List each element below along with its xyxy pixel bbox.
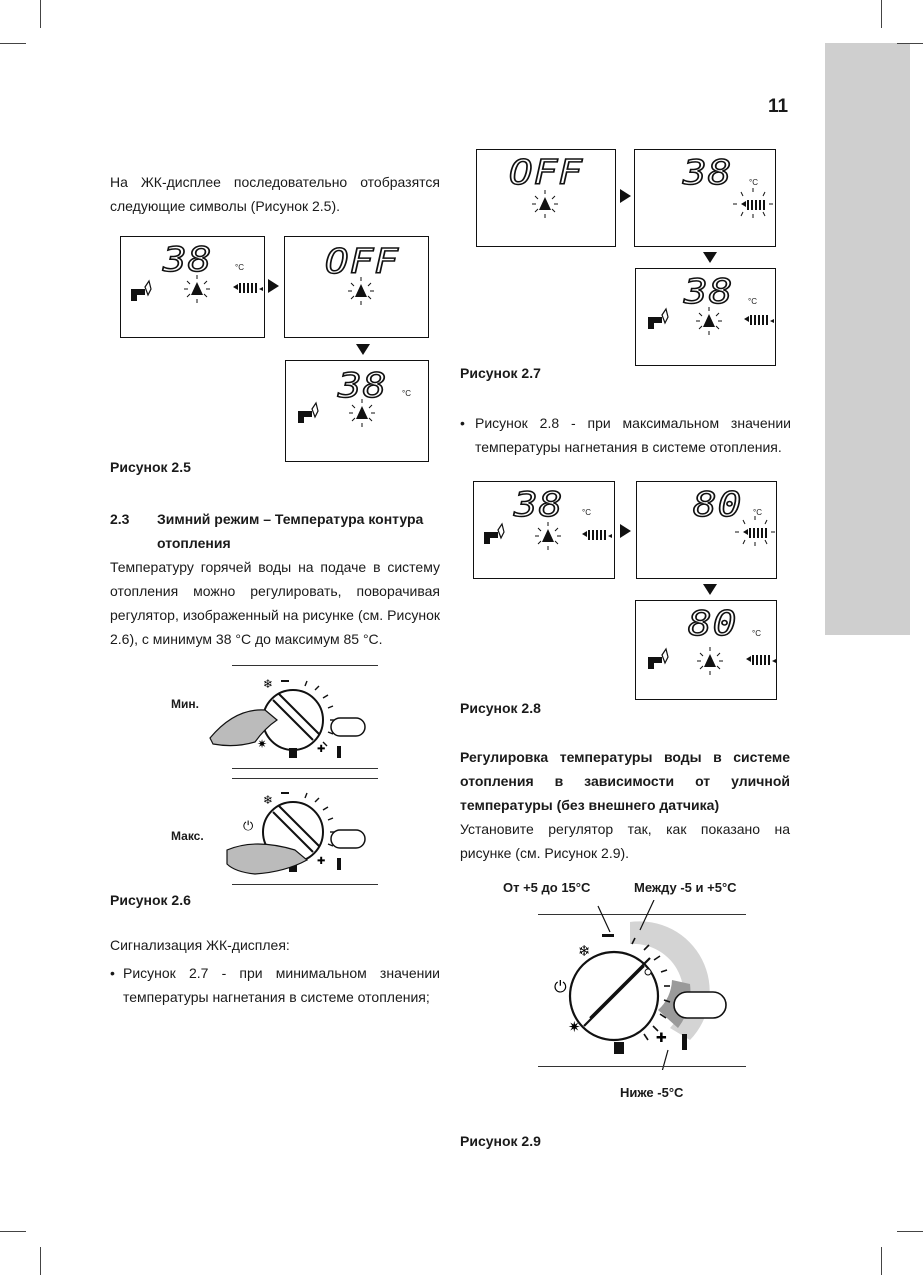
lcd-display bbox=[635, 600, 777, 700]
plus-icon: ✚ bbox=[656, 1031, 667, 1046]
rule bbox=[232, 665, 378, 666]
section-number: 2.3 bbox=[110, 511, 130, 527]
lcd-icons bbox=[636, 601, 778, 701]
plus-icon: ✚ bbox=[317, 744, 326, 755]
degree-symbol: °C bbox=[748, 297, 757, 306]
arrow-right bbox=[620, 524, 631, 538]
flame-warning-icon bbox=[697, 647, 723, 675]
regulation-title: Регулировка температуры воды в системе отопления в зависимости от уличной температуры (без внешнего датчика) bbox=[460, 749, 790, 813]
lcd-display bbox=[636, 481, 777, 579]
lcd-display bbox=[473, 481, 615, 579]
lcd-icons bbox=[121, 237, 266, 339]
lcd-display bbox=[284, 236, 429, 338]
crop-mark bbox=[881, 0, 882, 28]
rule bbox=[232, 778, 378, 779]
power-icon: ⏻ bbox=[243, 819, 254, 834]
crop-mark bbox=[897, 43, 923, 44]
figure-caption: Рисунок 2.6 bbox=[110, 892, 191, 908]
lcd-signal-heading: Сигнализация ЖК-дисплея: bbox=[110, 937, 290, 953]
pointer-line bbox=[658, 1050, 668, 1070]
rule bbox=[538, 1066, 746, 1067]
flame-warning-icon bbox=[696, 307, 722, 335]
switch-button bbox=[674, 992, 726, 1018]
lcd-digits: 80 bbox=[693, 485, 743, 525]
knob-max-illustration bbox=[205, 780, 380, 882]
degree-symbol: °C bbox=[752, 629, 761, 638]
label-below-minus5: Ниже -5°C bbox=[620, 1085, 684, 1100]
radiator-icon bbox=[233, 283, 263, 293]
lcd-digits: OFF bbox=[509, 153, 584, 193]
lcd-digits: 80 bbox=[688, 604, 738, 644]
lcd-digits: 38 bbox=[684, 272, 734, 312]
lcd-display bbox=[120, 236, 265, 338]
thermometer-icon bbox=[289, 748, 297, 758]
tap-small-icon bbox=[682, 1034, 687, 1050]
radiator-icon bbox=[582, 530, 612, 540]
lcd-icons bbox=[477, 150, 617, 248]
degree-symbol: °C bbox=[749, 178, 758, 187]
lcd-display bbox=[285, 360, 429, 462]
radiator-blinking-icon bbox=[735, 516, 775, 546]
crop-mark bbox=[0, 43, 26, 44]
section-title: Зимний режим – Температура контура bbox=[157, 511, 424, 527]
flame-warning-icon bbox=[349, 399, 375, 427]
thermometer-icon bbox=[614, 1042, 624, 1054]
flame-warning-icon bbox=[532, 190, 558, 218]
tap-icon bbox=[484, 524, 504, 544]
lcd-icons bbox=[285, 237, 430, 339]
arrow-down bbox=[703, 252, 717, 263]
lcd-digits: 38 bbox=[338, 366, 388, 406]
crop-mark bbox=[897, 1231, 923, 1232]
lcd-digits: 38 bbox=[683, 153, 733, 193]
figure-caption: Рисунок 2.8 bbox=[460, 700, 541, 716]
crop-mark bbox=[40, 1247, 41, 1275]
section-body: Температуру горячей воды на подаче в систему отопления можно регулировать, поворачивая регулятор, изображенный на рисунке (см. Рисунок 2.6), с минимум 38 °C до максимум 85 °C. bbox=[110, 559, 440, 647]
rule bbox=[232, 884, 378, 885]
degree-symbol: °C bbox=[402, 389, 411, 398]
plus-icon: ✚ bbox=[317, 856, 326, 867]
snowflake-icon: ❄ bbox=[578, 942, 591, 960]
label-minus5-to-plus5: Между -5 и +5°C bbox=[634, 880, 737, 895]
power-icon: ⏻ bbox=[554, 977, 567, 996]
lcd-digits: 38 bbox=[163, 240, 213, 280]
bullet-text: Рисунок 2.7 - при минимальном значении температуры нагнетания в системе отопления; bbox=[123, 965, 440, 1005]
tap-small-icon bbox=[337, 858, 341, 870]
degree-symbol: °C bbox=[582, 508, 591, 517]
lcd-digits: 38 bbox=[514, 485, 564, 525]
bullet-marker: • bbox=[110, 965, 115, 981]
page-number: 11 bbox=[768, 96, 789, 117]
lcd-icons bbox=[635, 150, 777, 248]
lcd-icons bbox=[286, 361, 430, 463]
radiator-blinking-icon bbox=[733, 188, 773, 218]
lcd-icons bbox=[474, 482, 616, 580]
snowflake-icon: ❄ bbox=[263, 677, 274, 691]
tap-small-icon bbox=[337, 746, 341, 758]
flame-warning-icon bbox=[535, 522, 561, 550]
figure-caption: Рисунок 2.7 bbox=[460, 365, 541, 381]
snowflake-icon: ❄ bbox=[263, 793, 274, 807]
label-5-to-15: От +5 до 15°C bbox=[503, 880, 591, 895]
switch-button bbox=[331, 718, 365, 736]
flame-warning-icon bbox=[348, 277, 374, 305]
sun-icon: ✷ bbox=[568, 1018, 581, 1036]
arrow-right bbox=[268, 279, 279, 293]
lcd-digits: OFF bbox=[325, 242, 400, 282]
tap-icon bbox=[648, 309, 668, 329]
max-label: Макс. bbox=[171, 829, 204, 843]
degree-symbol: °C bbox=[753, 508, 762, 517]
figure-caption: Рисунок 2.5 bbox=[110, 459, 191, 475]
knob-min-illustration bbox=[205, 668, 380, 770]
crop-mark bbox=[40, 0, 41, 28]
min-label: Мин. bbox=[171, 697, 199, 711]
tap-icon bbox=[298, 403, 318, 423]
arrow-down bbox=[356, 344, 370, 355]
knob-weather-illustration bbox=[540, 900, 750, 1070]
arrow-down bbox=[703, 584, 717, 595]
crop-mark bbox=[881, 1247, 882, 1275]
radiator-icon bbox=[744, 315, 774, 325]
arrow-right bbox=[620, 189, 631, 203]
figure-caption: Рисунок 2.9 bbox=[460, 1133, 541, 1149]
lcd-icons bbox=[636, 269, 777, 367]
sun-icon: ✷ bbox=[257, 737, 268, 751]
crop-mark bbox=[0, 1231, 26, 1232]
tap-icon bbox=[648, 649, 668, 669]
pointer-line bbox=[598, 906, 610, 932]
radiator-icon bbox=[746, 655, 776, 665]
intro-text: На ЖК-дисплее последовательно отобразятся следующие символы (Рисунок 2.5). bbox=[110, 174, 440, 214]
lcd-icons bbox=[637, 482, 778, 580]
flame-warning-icon bbox=[184, 275, 210, 303]
regulation-body: Установите регулятор так, как показано на рисунке (см. Рисунок 2.9). bbox=[460, 821, 790, 861]
switch-button bbox=[331, 830, 365, 848]
lcd-display bbox=[634, 149, 776, 247]
lcd-display bbox=[635, 268, 776, 366]
control-knob bbox=[263, 680, 335, 750]
rule bbox=[232, 768, 378, 769]
bullet-marker: • bbox=[460, 415, 465, 431]
lcd-display bbox=[476, 149, 616, 247]
bullet-text: Рисунок 2.8 - при максимальном значении температуры нагнетания в системе отопления. bbox=[475, 415, 791, 455]
section-title: отопления bbox=[157, 535, 231, 551]
tap-icon bbox=[131, 281, 151, 301]
degree-symbol: °C bbox=[235, 263, 244, 272]
side-tab bbox=[825, 43, 910, 635]
